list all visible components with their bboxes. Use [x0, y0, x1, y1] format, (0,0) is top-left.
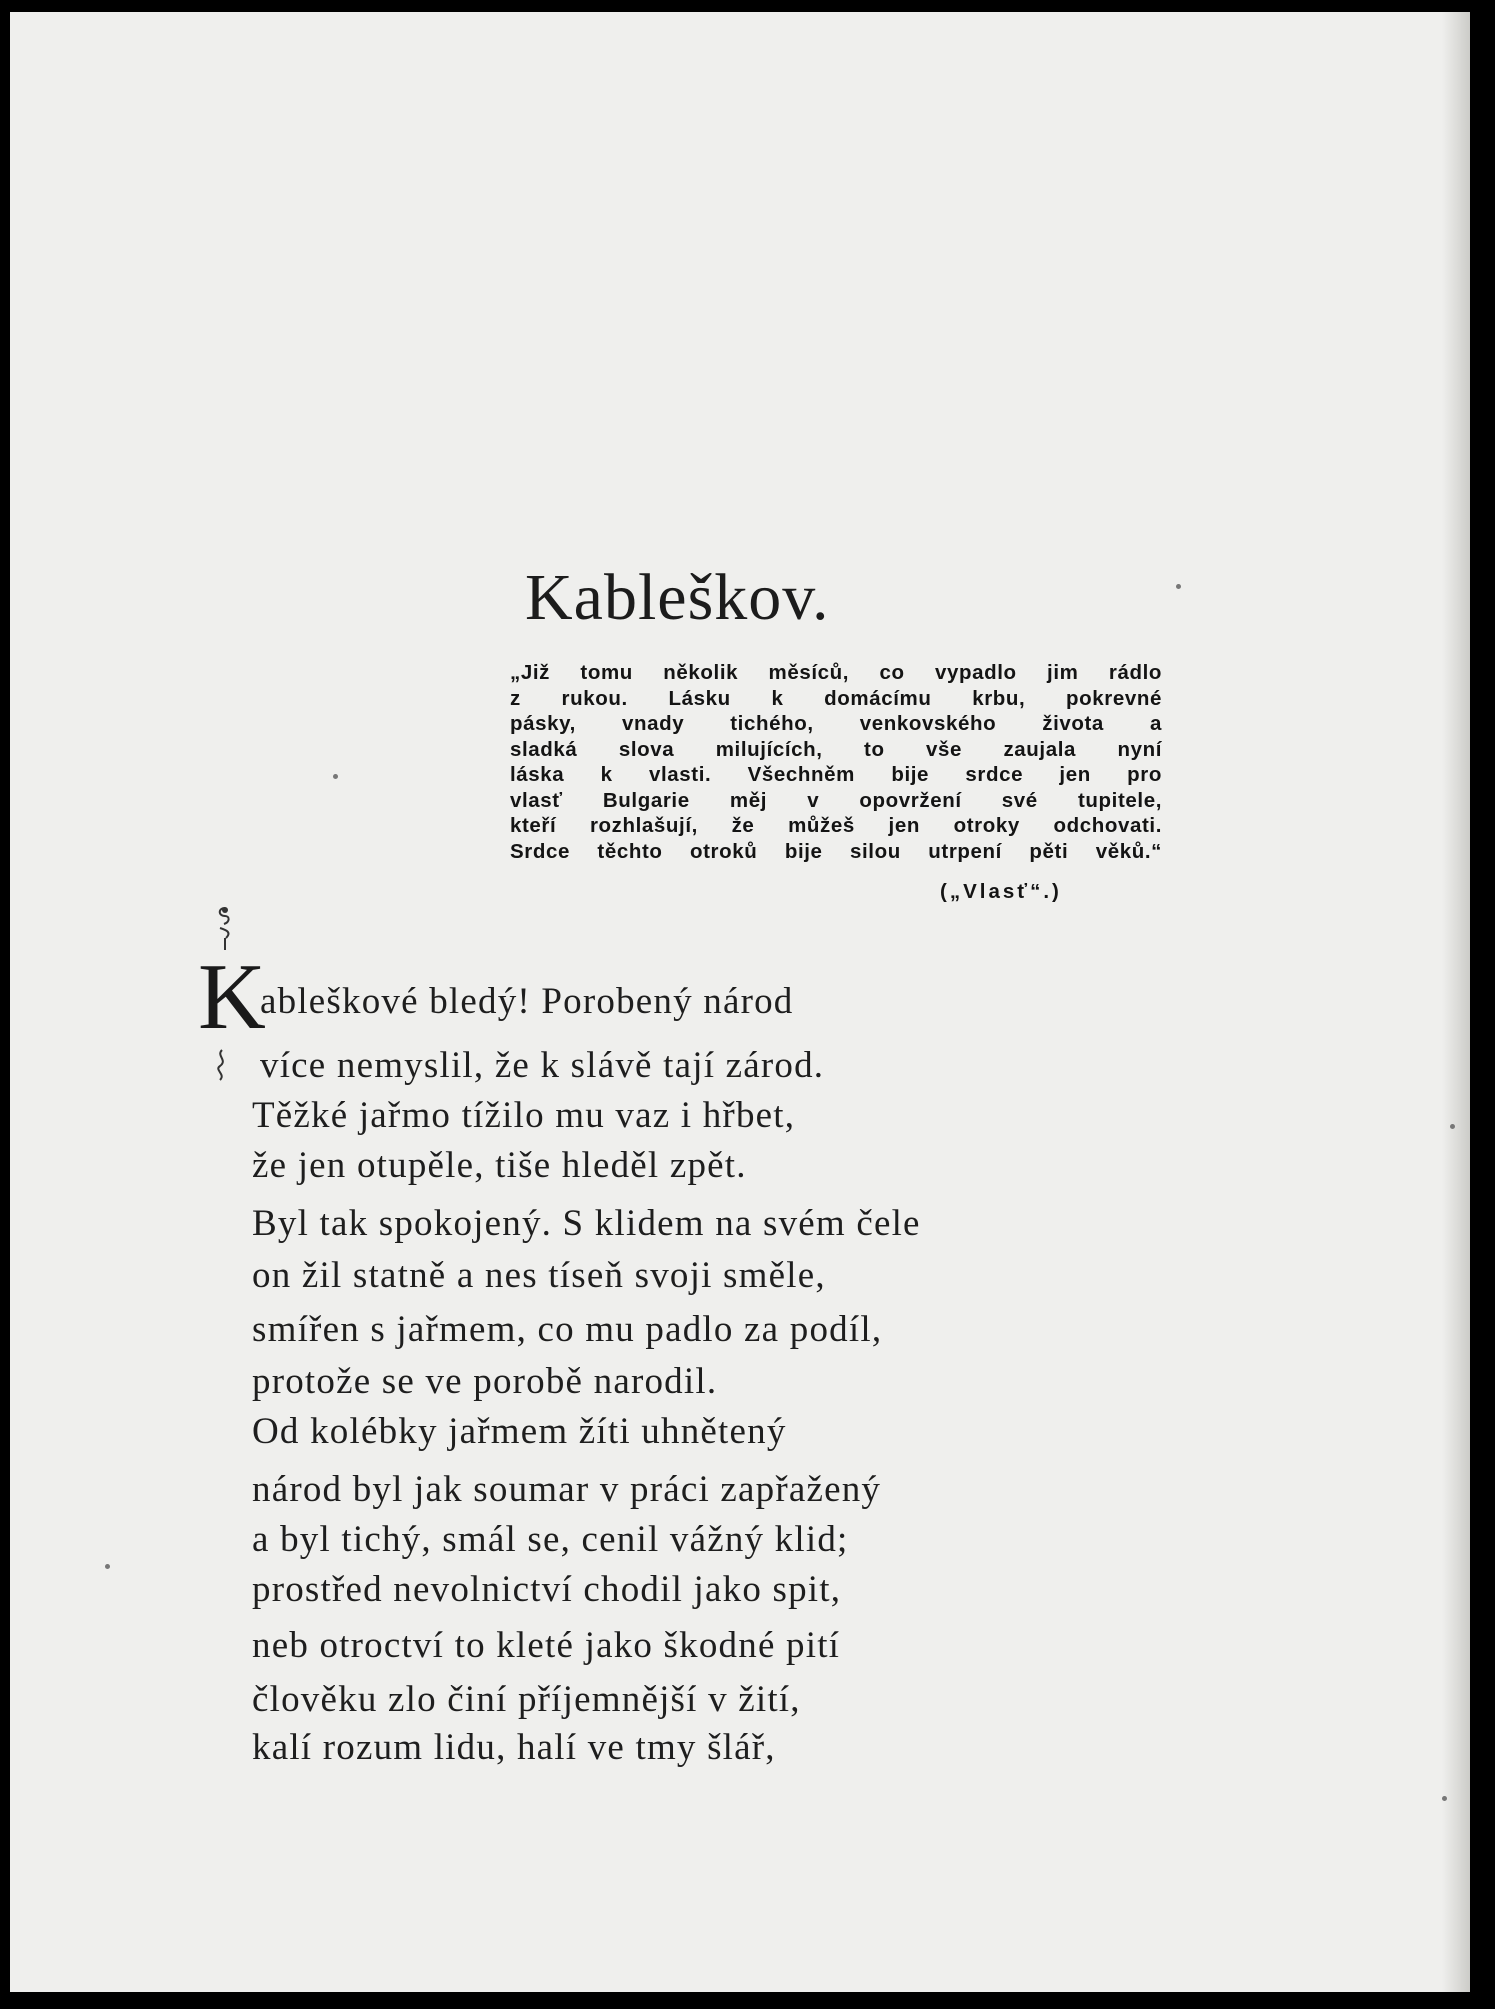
- epigraph-line: láska k vlasti. Všechněm bije srdce jen pro: [510, 763, 1162, 786]
- epigraph: [510, 660, 1162, 864]
- poem-line: člověku zlo činí příjemnější v žití,: [252, 1679, 801, 1720]
- drop-cap-flourish-icon: [212, 1048, 232, 1084]
- paper-speck: [1450, 1124, 1455, 1129]
- poem-line: že jen otupěle, tiše hleděl zpět.: [252, 1145, 747, 1186]
- epigraph-line: Srdce těchto otroků bije silou utrpení pěti věků.“: [510, 839, 1162, 863]
- poem-line: prostřed nevolnictví chodil jako spit,: [252, 1569, 842, 1610]
- poem-line: neb otroctví to kleté jako škodné pití: [252, 1625, 841, 1666]
- paper-speck: [1442, 1796, 1447, 1801]
- poem-line: Byl tak spokojený. S klidem na svém čele: [252, 1203, 921, 1244]
- epigraph-source: („Vlasť“.): [940, 880, 1062, 903]
- epigraph-line: pásky, vnady tichého, venkovského života a: [510, 712, 1162, 735]
- poem-line: ableškové bledý! Porobený národ: [260, 981, 794, 1022]
- poem-line: protože se ve porobě narodil.: [252, 1361, 718, 1402]
- poem-line: Těžké jařmo tížilo mu vaz i hřbet,: [252, 1095, 796, 1136]
- epigraph-line: kteří rozhlašují, že můžeš jen otroky odchovati.: [510, 814, 1162, 837]
- paper-speck: [333, 774, 338, 779]
- poem-line: více nemyslil, že k slávě tají zárod.: [260, 1045, 825, 1086]
- page-edge-shadow: [1442, 12, 1470, 1992]
- book-page: [10, 12, 1470, 1992]
- poem-line: kalí rozum lidu, halí ve tmy šlář,: [252, 1727, 776, 1768]
- drop-cap-letter: K: [198, 945, 266, 1049]
- chapter-title: Kableškov.: [525, 561, 830, 634]
- poem-line: on žil statně a nes tíseň svoji směle,: [252, 1255, 826, 1296]
- epigraph-line: „Již tomu několik měsíců, co vypadlo jim rádlo: [510, 661, 1162, 684]
- paper-speck: [105, 1564, 110, 1569]
- poem-line: smířen s jařmem, co mu padlo za podíl,: [252, 1309, 883, 1350]
- poem-line: národ byl jak soumar v práci zapřažený: [252, 1469, 882, 1510]
- epigraph-line: vlasť Bulgarie měj v opovržení své tupitele,: [510, 788, 1162, 812]
- poem-line: Od kolébky jařmem žíti uhnětený: [252, 1411, 787, 1452]
- epigraph-line: sladká slova milujících, to vše zaujala nyní: [510, 737, 1162, 761]
- poem-line: a byl tichý, smál se, cenil vážný klid;: [252, 1519, 849, 1560]
- epigraph-line: z rukou. Lásku k domácímu krbu, pokrevné: [510, 686, 1162, 710]
- paper-speck: [1176, 584, 1181, 589]
